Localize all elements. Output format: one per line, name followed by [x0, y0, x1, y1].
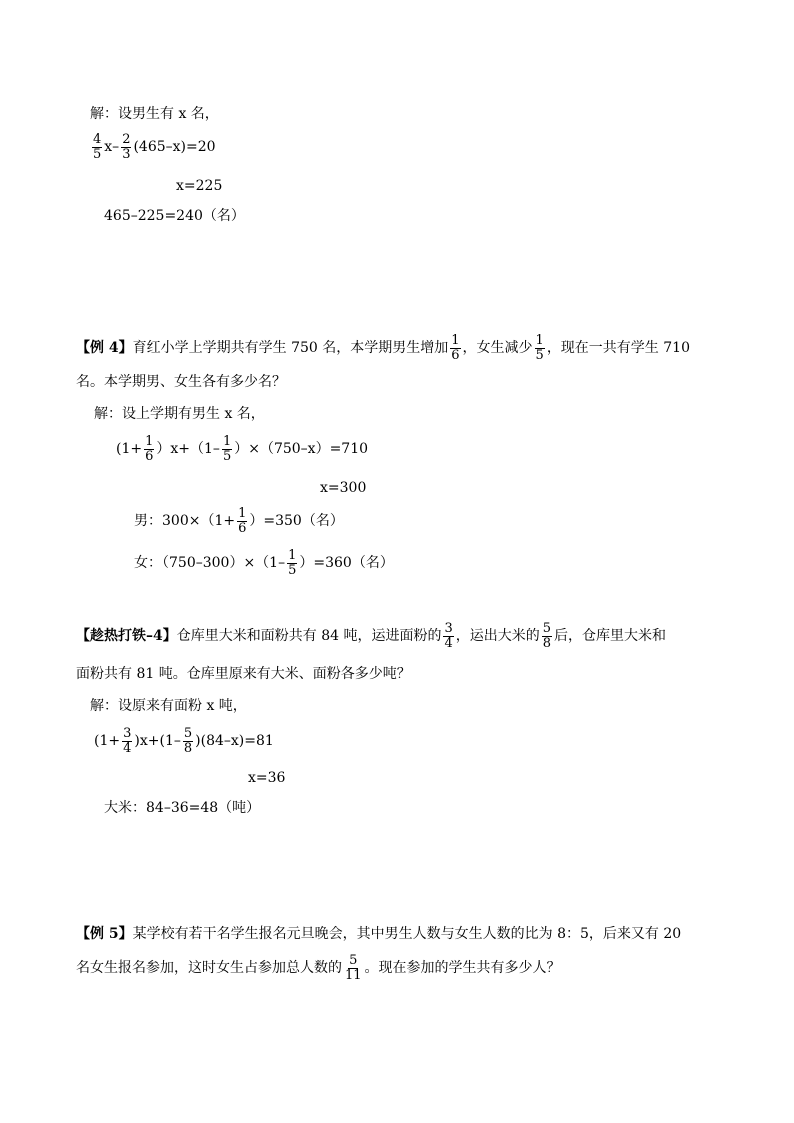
example-5-tag: 【例 5】 [76, 926, 133, 942]
example-4-problem: 【例 4】育红小学上学期共有学生 750 名，本学期男生增加 $\frac{1}{6}$ ，女生减少 $\frac{1}{5}$ ，现在一共有学生 710 [76, 332, 690, 363]
example-4-tag: 【例 4】 [76, 340, 133, 356]
fraction: $\frac{5}{8}$ [542, 620, 552, 651]
solution-intro: 解：设男生有 x 名， [90, 106, 219, 122]
fraction: $\frac{1}{6}$ [238, 505, 247, 536]
example-4-equation: (1+ $\frac{1}{6}$ ）x+（1– $\frac{1}{5}$ ）×（750–x）=710 [116, 433, 369, 464]
fraction: $\frac{5}{11}$ [345, 952, 362, 983]
equation-line: $\frac{4}{5}$ x– $\frac{2}{3}$ (465–x)=20 [93, 131, 216, 162]
result-line: x=225 [176, 178, 223, 194]
example-4-solution-intro: 解：设上学期有男生 x 名， [94, 406, 265, 422]
example-5-problem: 【例 5】某学校有若干名学生报名元旦晚会，其中男生人数与女生人数的比为 8：5，后来又有 20 [76, 926, 682, 942]
fraction: $\frac{1}{5}$ [535, 332, 544, 363]
drill-4-answer: 大米：84–36=48（吨） [104, 800, 261, 816]
fraction: $\frac{4}{5}$ [93, 131, 102, 162]
example-5-problem-cont: 名女生报名参加，这时女生占参加总人数的 $\frac{5}{11}$ 。现在参加的学生共有多少人？ [76, 952, 561, 983]
drill-4-result: x=36 [248, 770, 286, 786]
example-4-problem-cont: 名。本学期男、女生各有多少名？ [76, 374, 286, 390]
drill-4-equation: (1+ $\frac{3}{4}$ )x+(1– $\frac{5}{8}$ )(84–x)=81 [94, 725, 274, 756]
fraction: $\frac{1}{5}$ [222, 433, 232, 464]
drill-4-problem-cont: 面粉共有 81 吨。仓库里原来有大米、面粉各多少吨？ [76, 666, 411, 682]
fraction: $\frac{3}{4}$ [444, 620, 453, 651]
fraction: $\frac{1}{5}$ [288, 547, 297, 578]
fraction: $\frac{3}{4}$ [123, 725, 132, 756]
fraction: $\frac{2}{3}$ [122, 131, 131, 162]
fraction: $\frac{1}{6}$ [451, 332, 460, 363]
example-4-boys: 男：300×（1+ $\frac{1}{6}$ ）=350（名） [134, 505, 344, 536]
drill-4-solution-intro: 解：设原来有面粉 x 吨， [90, 698, 247, 714]
example-4-girls: 女：（750–300）×（1– $\frac{1}{5}$ ）=360（名） [134, 547, 394, 578]
fraction: $\frac{1}{6}$ [145, 433, 154, 464]
example-4-result: x=300 [320, 480, 367, 496]
fraction: $\frac{5}{8}$ [183, 725, 193, 756]
drill-4-tag: 【趁热打铁–4】 [76, 628, 177, 644]
drill-4-problem: 【趁热打铁–4】仓库里大米和面粉共有 84 吨，运进面粉的 $\frac{3}{4}$ ，运出大米的 $\frac{5}{8}$ 后，仓库里大米和 [76, 620, 667, 651]
answer-line: 465–225=240（名） [104, 208, 245, 224]
